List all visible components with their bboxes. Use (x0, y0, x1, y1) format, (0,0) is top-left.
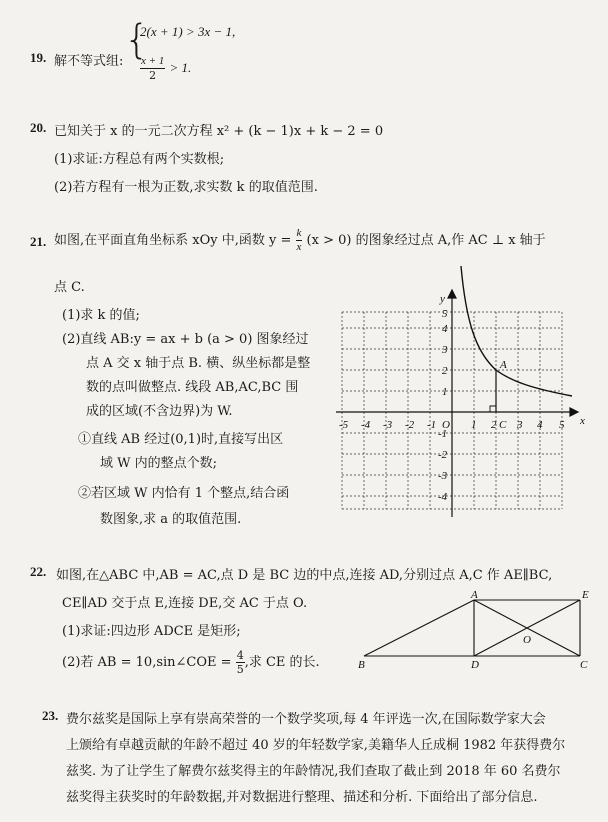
y-tick-label: -1 (438, 428, 448, 440)
axes (336, 290, 578, 517)
sub-question-line: ②若区域 W 内恰有 1 个整点,结合函 (78, 486, 290, 501)
sub-question-line: 域 W 内的整点个数; (100, 456, 218, 471)
x-axis-label: x (580, 415, 585, 427)
x-tick-label: 5 (559, 419, 565, 431)
sub-question-line: ①直线 AB 经过(0,1)时,直接写出区 (78, 432, 284, 447)
question-stem-cont: 点 C. (54, 280, 85, 295)
paragraph-line: 兹奖. 为了让学生了解费尔兹奖得主的年龄情况,我们查取了截止到 2018 年 60 名费尔 (66, 764, 561, 779)
sub-question: (2)若 AB = 10,sin∠COE = $\frac{4}{5}$ ,求 CE 的长. (62, 649, 320, 676)
y-tick-label: 3 (442, 344, 448, 356)
y-tick-label: -3 (438, 470, 448, 482)
y-axis-label: y (440, 293, 445, 305)
y-tick-label: -2 (438, 449, 448, 461)
x-tick-label: 3 (517, 419, 523, 431)
x-tick-label: 1 (471, 419, 477, 431)
y-tick-label: 5 (442, 308, 448, 320)
sub-question-line: (2)直线 AB:y = ax + b (a > 0) 图象经过 (62, 332, 309, 347)
y-tick-label: 4 (442, 323, 448, 335)
inequality-1: 2(x + 1) > 3x − 1, (140, 24, 236, 39)
label-b: B (358, 659, 365, 670)
sub-question: (2)若方程有一根为正数,求实数 k 的取值范围. (54, 180, 318, 195)
question-stem-cont: CE∥AD 交于点 E,连接 DE,交 AC 于点 O. (62, 596, 308, 611)
sub-question-line: 数的点叫做整点. 线段 AB,AC,BC 围 (86, 380, 299, 395)
point-c-label: C (499, 419, 507, 431)
sub-question: (1)求 k 的值; (62, 308, 140, 323)
question-number: 23. (42, 708, 59, 723)
coordinate-graph (330, 262, 598, 552)
question-number: 19. (30, 50, 47, 65)
x-tick-label: 2 (491, 419, 497, 431)
question-stem: 已知关于 x 的一元二次方程 x² + (k − 1)x + k − 2 = 0 (54, 124, 384, 139)
x-tick-label: 4 (537, 419, 543, 431)
question-stem: 如图,在平面直角坐标系 xOy 中,函数 y = $\frac{k}{x}$ (x > 0) 的图象经过点 A,作 AC ⊥ x 轴于 (54, 227, 546, 253)
question-stem: 解不等式组: (54, 54, 124, 69)
paragraph-line: 兹奖得主获奖时的年龄数据,并对数据进行整理、描述和分析. 下面给出了部分信息. (66, 790, 538, 805)
brace-icon: { (124, 17, 150, 63)
label-d: D (471, 659, 479, 670)
triangle-figure (358, 588, 598, 670)
hyperbola-curve (461, 266, 572, 396)
x-tick-label: -2 (405, 419, 415, 431)
tick-labels (339, 293, 585, 503)
y-tick-label: 2 (442, 365, 448, 377)
y-tick-label: -4 (438, 491, 448, 503)
paragraph-line: 上颁给有卓越贡献的年龄不超过 40 岁的年轻数学家,美籍华人丘成桐 1982 年获得费尔 (66, 738, 566, 753)
label-a: A (471, 589, 478, 601)
question-23 (0, 704, 608, 822)
sub-question-line: 数图象,求 a 的取值范围. (100, 512, 242, 527)
question-19 (0, 0, 608, 100)
paragraph-line: 费尔兹奖是国际上享有崇高荣誉的一个数学奖项,每 4 年评选一次,在国际数学家大会 (66, 712, 546, 727)
question-number: 20. (30, 120, 47, 135)
x-tick-label: -1 (427, 419, 437, 431)
point-a-label: A (500, 359, 507, 371)
x-tick-label: -3 (383, 419, 393, 431)
x-tick-label: -5 (339, 419, 349, 431)
sub-question-line: 点 A 交 x 轴于点 B. 横、纵坐标都是整 (86, 356, 311, 371)
sub-question: (1)求证:方程总有两个实数根; (54, 152, 225, 167)
right-angle-mark (490, 406, 496, 412)
sub-question: (1)求证:四边形 ADCE 是矩形; (62, 624, 241, 639)
segment-ab (364, 600, 474, 656)
label-o: O (523, 634, 531, 646)
question-number: 22. (30, 564, 47, 579)
x-tick-label: -4 (361, 419, 371, 431)
sub-question-line: 成的区域(不含边界)为 W. (86, 404, 233, 419)
y-tick-label: 1 (442, 386, 448, 398)
question-20 (0, 116, 608, 196)
label-e: E (582, 589, 589, 601)
origin-label: O (442, 419, 450, 431)
question-stem: 如图,在△ABC 中,AB = AC,点 D 是 BC 边的中点,连接 AD,分别过点 A,C 作 AE∥BC, (56, 568, 553, 583)
inequality-2: $\frac{x + 1}{2}$ > 1. (141, 55, 192, 82)
question-number: 21. (30, 234, 47, 249)
label-c: C (580, 659, 588, 670)
